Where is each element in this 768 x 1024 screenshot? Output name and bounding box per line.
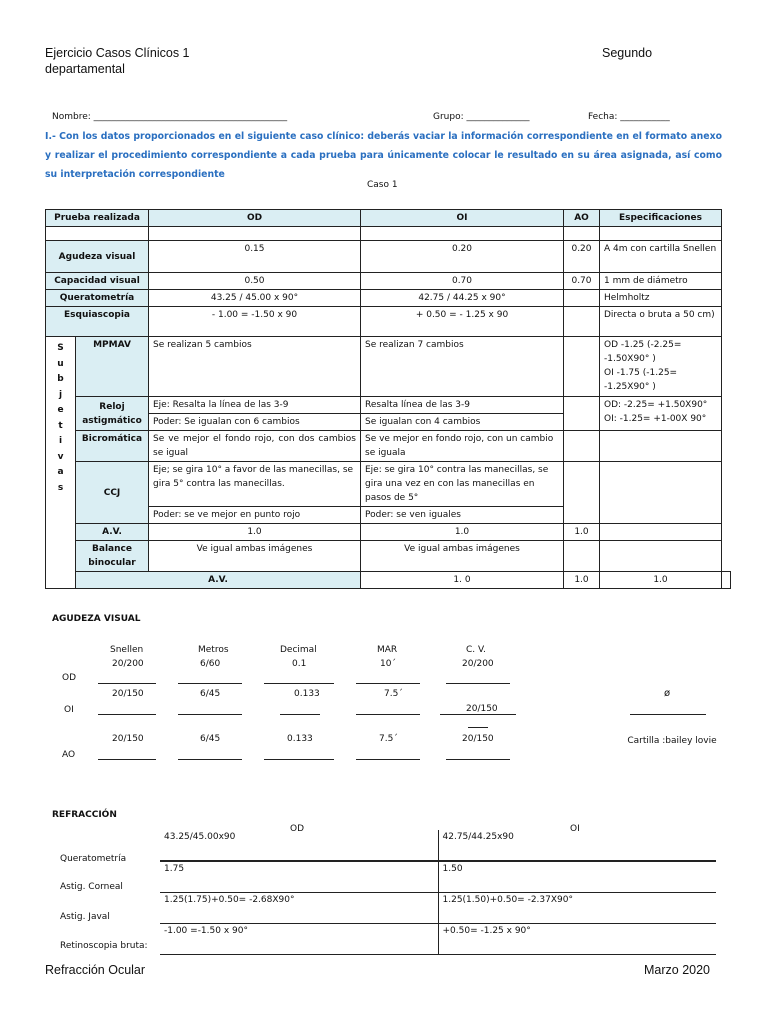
ref-label-astig-corneal: Astig. Corneal xyxy=(60,882,123,892)
header-ao: AO xyxy=(564,210,600,227)
case-title: Caso 1 xyxy=(367,180,398,190)
doc-title-line2: departamental xyxy=(45,62,125,76)
queratometria-oi: 42.75 / 44.25 x 90° xyxy=(361,290,564,307)
bicromatica-label: Bicromática xyxy=(76,431,149,462)
balance-ao xyxy=(564,541,600,572)
agudeza-section-title: AGUDEZA VISUAL xyxy=(52,614,141,624)
refraccion-col-oi: OI xyxy=(570,824,580,834)
ref-row-oi: 1.25(1.50)+0.50= -2.37X90° xyxy=(442,895,573,905)
agudeza-ao: 0.20 xyxy=(564,241,600,273)
ref-label-astig-javal: Astig. Javal xyxy=(60,912,110,922)
col-snellen: Snellen xyxy=(110,645,144,655)
header-especificaciones: Especificaciones xyxy=(600,210,722,227)
agudeza-od: 0.15 xyxy=(149,241,361,273)
oi-cv: 20/150 xyxy=(466,704,498,714)
fecha-field[interactable]: Fecha: ___________ xyxy=(588,112,670,122)
av-final-label: A.V. xyxy=(76,572,361,589)
bicromatica-oi: Se ve mejor en fondo rojo, con un cambio se iguala xyxy=(361,431,564,462)
bicromatica-spec xyxy=(600,431,722,462)
od-eye-label: OD xyxy=(62,673,77,683)
col-cv: C. V. xyxy=(466,645,486,655)
od-cv: 20/200 xyxy=(462,659,494,669)
col-mar: MAR xyxy=(377,645,398,655)
oi-metros: 6/45 xyxy=(200,689,221,699)
queratometria-spec: Helmholtz xyxy=(600,290,722,307)
ref-row-od: 43.25/45.00x90 xyxy=(160,830,438,861)
reloj-oi-eje: Resalta línea de las 3-9 xyxy=(361,397,564,414)
mpmav-spec: OD -1.25 (-2.25= -1.50X90° ) OI -1.75 (-1.25= -1.25X90° ) xyxy=(600,337,722,397)
blank-cell xyxy=(149,227,361,241)
underline xyxy=(98,714,156,715)
ao-metros: 6/45 xyxy=(200,734,221,744)
ao-mar: 7.5´ xyxy=(379,734,398,744)
reloj-label: Reloj astigmático xyxy=(76,397,149,431)
av-sub-label: A.V. xyxy=(76,524,149,541)
col-decimal: Decimal xyxy=(280,645,317,655)
esquiascopia-od: - 1.00 = -1.50 x 90 xyxy=(149,307,361,337)
instruction-text: I.- Con los datos proporcionados en el siguiente caso clínico: deberás vaciar la información correspondiente en el formato anexo y realizar el procedimiento correspondiente a cada prueba para únicamente colocar le resultado en su área asignada, así como su interpretación correspondiente xyxy=(45,131,722,180)
underline xyxy=(356,759,420,760)
oi-mar: 7.5´ xyxy=(384,689,403,699)
ao-eye-label: AO xyxy=(62,750,76,760)
oi-snellen: 20/150 xyxy=(112,689,144,699)
bicromatica-od: Se ve mejor el fondo rojo, con dos cambios se igual xyxy=(149,431,361,462)
underline xyxy=(98,683,156,684)
doc-title-right: Segundo xyxy=(602,46,653,60)
header-oi: OI xyxy=(361,210,564,227)
esquiascopia-label: Esquiascopia xyxy=(46,307,149,337)
nombre-field[interactable]: Nombre: ___________________________________________ xyxy=(52,112,288,122)
mpmav-ao xyxy=(564,337,600,397)
ao-cv: 20/150 xyxy=(462,734,494,744)
balance-oi: Ve igual ambas imágenes xyxy=(361,541,564,572)
blank-cell xyxy=(361,227,564,241)
balance-od: Ve igual ambas imágenes xyxy=(149,541,361,572)
agudeza-oi: 0.20 xyxy=(361,241,564,273)
ref-row-oi: 1.50 xyxy=(442,864,463,874)
agudeza-spec: A 4m con cartilla Snellen xyxy=(600,241,722,273)
blank-cell xyxy=(564,227,600,241)
ccj-ao-2 xyxy=(564,507,600,524)
underline xyxy=(630,714,706,715)
ref-row-oi: 42.75/44.25x90 xyxy=(442,832,514,842)
av-final-oi: 1.0 xyxy=(564,572,600,589)
av-sub-oi: 1.0 xyxy=(361,524,564,541)
ccj-oi-eje: Eje: se gira 10° contra las manecillas, se gira una vez en con las manecillas en pasos de 5° xyxy=(361,462,564,507)
od-metros: 6/60 xyxy=(200,659,221,669)
reloj-spec: OD: -2.25= +1.50X90° OI: -1.25= +1-00X 90° xyxy=(600,397,722,431)
mpmav-label: MPMAV xyxy=(76,337,149,397)
ccj-label: CCJ xyxy=(76,462,149,524)
clinical-table xyxy=(45,209,731,589)
underline xyxy=(446,759,510,760)
ref-row-od: -1.00 =-1.50 x 90° xyxy=(160,924,438,955)
blank-cell xyxy=(600,227,722,241)
od-snellen: 20/200 xyxy=(112,659,144,669)
header-od: OD xyxy=(149,210,361,227)
bicromatica-ao xyxy=(564,431,600,462)
mpmav-od: Se realizan 5 cambios xyxy=(149,337,361,397)
ccj-ao xyxy=(564,462,600,507)
refraccion-title: REFRACCIÓN xyxy=(52,810,117,820)
av-final-od: 1. 0 xyxy=(361,572,564,589)
underline xyxy=(98,759,156,760)
av-sub-od: 1.0 xyxy=(149,524,361,541)
queratometria-label: Queratometría xyxy=(46,290,149,307)
subjetivas-vertical-label: S u b j e t i v a s xyxy=(46,337,76,589)
od-decimal: 0.1 xyxy=(292,659,307,669)
underline xyxy=(178,759,242,760)
reloj-ao xyxy=(564,397,600,431)
ccj-oi-poder: Poder: se ven iguales xyxy=(361,507,564,524)
underline xyxy=(178,714,242,715)
header-prueba: Prueba realizada xyxy=(46,210,149,227)
symbol-phi: ø xyxy=(664,688,671,699)
reloj-oi-poder: Se igualan con 4 cambios xyxy=(361,414,564,431)
underline xyxy=(178,683,242,684)
capacidad-oi: 0.70 xyxy=(361,273,564,290)
esquiascopia-spec: Directa o bruta a 50 cm) xyxy=(600,307,722,337)
capacidad-od: 0.50 xyxy=(149,273,361,290)
footer-right: Marzo 2020 xyxy=(644,963,711,977)
cartilla-note: Cartilla :bailey lovie xyxy=(627,736,717,746)
av-final-ao: 1.0 xyxy=(600,572,722,589)
od-mar: 10´ xyxy=(380,659,396,669)
reloj-od-poder: Poder: Se igualan con 6 cambios xyxy=(149,414,361,431)
refraccion-table xyxy=(160,830,716,955)
ao-snellen: 20/150 xyxy=(112,734,144,744)
queratometria-od: 43.25 / 45.00 x 90° xyxy=(149,290,361,307)
footer-left: Refracción Ocular xyxy=(45,963,146,977)
refraccion-col-od: OD xyxy=(290,824,305,834)
underline xyxy=(356,714,420,715)
esquiascopia-oi: + 0.50 = - 1.25 x 90 xyxy=(361,307,564,337)
underline xyxy=(356,683,420,684)
underline xyxy=(264,759,334,760)
mpmav-oi: Se realizan 7 cambios xyxy=(361,337,564,397)
av-final-spec xyxy=(722,572,731,589)
ao-decimal: 0.133 xyxy=(287,734,313,744)
ref-row-od: 1.25(1.75)+0.50= -2.68X90° xyxy=(160,893,438,924)
ccj-spec xyxy=(600,462,722,524)
capacidad-spec: 1 mm de diámetro xyxy=(600,273,722,290)
ccj-od-eje: Eje; se gira 10° a favor de las manecillas, se gira 5° contra las manecillas. xyxy=(149,462,361,507)
ref-row-od: 1.75 xyxy=(160,861,438,893)
ref-row-oi: +0.50= -1.25 x 90° xyxy=(442,926,531,936)
underline xyxy=(468,727,488,728)
balance-label: Balance binocular xyxy=(76,541,149,572)
ref-label-retinoscopia: Retinoscopia bruta: xyxy=(60,941,148,951)
av-sub-ao: 1.0 xyxy=(564,524,600,541)
underline xyxy=(446,683,510,684)
oi-eye-label: OI xyxy=(64,705,74,715)
underline xyxy=(440,714,516,715)
grupo-field[interactable]: Grupo: ______________ xyxy=(433,112,530,122)
doc-title-line1: Ejercicio Casos Clínicos 1 xyxy=(45,46,190,60)
capacidad-ao: 0.70 xyxy=(564,273,600,290)
ccj-od-poder: Poder: se ve mejor en punto rojo xyxy=(149,507,361,524)
ref-label-queratometria: Queratometría xyxy=(60,854,127,864)
capacidad-label: Capacidad visual xyxy=(46,273,149,290)
av-sub-spec xyxy=(600,524,722,541)
underline xyxy=(280,714,320,715)
agudeza-label: Agudeza visual xyxy=(46,241,149,273)
blank-label xyxy=(46,227,149,241)
col-metros: Metros xyxy=(198,645,229,655)
underline xyxy=(264,683,334,684)
balance-spec xyxy=(600,541,722,572)
reloj-od-eje: Eje: Resalta la línea de las 3-9 xyxy=(149,397,361,414)
oi-decimal: 0.133 xyxy=(294,689,320,699)
esquiascopia-ao xyxy=(564,307,600,337)
queratometria-ao xyxy=(564,290,600,307)
